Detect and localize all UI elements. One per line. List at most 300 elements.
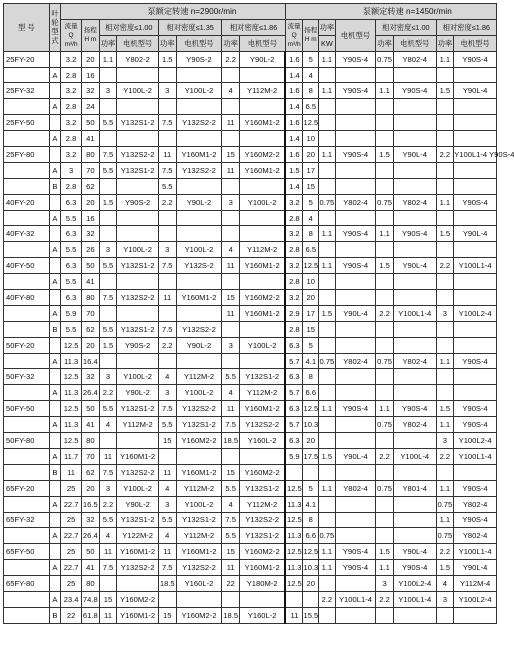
table-cell: Y100L-4: [393, 448, 436, 464]
table-cell: 70: [81, 448, 99, 464]
header-motor: 电机型号: [335, 19, 376, 51]
table-cell: [117, 67, 159, 83]
table-cell: [222, 99, 240, 115]
table-cell: [240, 131, 286, 147]
table-cell: Y90S-4: [335, 401, 376, 417]
table-cell: Y112M-2: [176, 369, 222, 385]
table-cell: 2.8: [285, 210, 303, 226]
impeller-cell: A: [49, 162, 60, 178]
table-cell: 26.4: [81, 528, 99, 544]
model-cell: [4, 305, 50, 321]
table-cell: 11: [158, 147, 176, 163]
table-cell: 16: [81, 210, 99, 226]
impeller-cell: A: [49, 305, 60, 321]
header-power: 功率: [222, 35, 240, 51]
table-row: [4, 258, 497, 274]
header-power: 功率: [99, 35, 117, 51]
table-cell: 2.2: [436, 448, 454, 464]
table-row: [4, 210, 497, 226]
table-cell: Y90S-4: [454, 512, 497, 528]
table-cell: 7.5: [222, 512, 240, 528]
impeller-cell: A: [49, 528, 60, 544]
table-cell: Y132S2-2: [176, 321, 222, 337]
table-cell: Y180M-2: [240, 576, 286, 592]
table-cell: [222, 321, 240, 337]
table-cell: [176, 99, 222, 115]
table-cell: 7.5: [99, 464, 117, 480]
table-row: [4, 99, 497, 115]
table-cell: 7.5: [158, 401, 176, 417]
table-cell: 1.1: [436, 194, 454, 210]
table-cell: 0.75: [436, 496, 454, 512]
table-cell: 41: [81, 560, 99, 576]
table-row: [4, 464, 497, 480]
table-cell: [335, 337, 376, 353]
table-cell: Y802-4: [454, 528, 497, 544]
table-cell: 1.5: [436, 83, 454, 99]
table-cell: [158, 274, 176, 290]
table-cell: 20: [81, 194, 99, 210]
table-cell: 15: [303, 178, 319, 194]
header-motor: 电机型号: [454, 35, 497, 51]
table-cell: [454, 131, 497, 147]
table-cell: Y132S1-2: [176, 417, 222, 433]
table-cell: 6.6: [303, 528, 319, 544]
table-cell: 5: [303, 480, 319, 496]
table-cell: 7.5: [158, 321, 176, 337]
table-row: [4, 385, 497, 401]
table-cell: [222, 591, 240, 607]
table-cell: Y90S-4: [454, 194, 497, 210]
table-cell: Y90L-2: [176, 337, 222, 353]
table-cell: 2.2: [376, 591, 394, 607]
table-cell: Y90S-4: [454, 401, 497, 417]
table-cell: [222, 226, 240, 242]
model-cell: [4, 417, 50, 433]
table-cell: 20: [303, 576, 319, 592]
table-cell: 4: [99, 417, 117, 433]
table-cell: 11.3: [285, 528, 303, 544]
table-row: [4, 321, 497, 337]
table-cell: [376, 512, 394, 528]
table-cell: 15: [222, 290, 240, 306]
table-cell: Y802-4: [393, 194, 436, 210]
table-cell: 5.5: [61, 321, 82, 337]
table-cell: 5.5: [158, 417, 176, 433]
table-cell: Y112M-2: [240, 496, 286, 512]
table-cell: Y802-4: [393, 417, 436, 433]
table-cell: Y90L-4: [454, 83, 497, 99]
table-cell: Y160M1-2: [240, 162, 286, 178]
table-cell: 50: [81, 544, 99, 560]
table-cell: 22.7: [61, 560, 82, 576]
impeller-cell: [49, 115, 60, 131]
table-cell: 5.5: [222, 369, 240, 385]
model-cell: [4, 560, 50, 576]
table-cell: Y132S2-2: [117, 560, 159, 576]
table-cell: 2.2: [436, 147, 454, 163]
table-cell: [319, 496, 336, 512]
header-motor: 电机型号: [176, 35, 222, 51]
table-cell: [240, 178, 286, 194]
impeller-cell: [49, 576, 60, 592]
model-cell: 65FY-20: [4, 480, 50, 496]
table-cell: Y100L2-4: [454, 433, 497, 449]
pump-spec-table-wrapper: [3, 3, 514, 658]
table-cell: Y90S-2: [117, 337, 159, 353]
table-cell: 3.2: [61, 115, 82, 131]
table-cell: 5.5: [99, 401, 117, 417]
table-row: [4, 433, 497, 449]
table-cell: [393, 290, 436, 306]
model-cell: 25FY-50: [4, 115, 50, 131]
model-cell: 25FY-20: [4, 51, 50, 67]
table-cell: Y100L-2: [117, 480, 159, 496]
table-cell: Y160L-2: [240, 433, 286, 449]
table-cell: 5.5: [222, 528, 240, 544]
table-cell: 24: [81, 99, 99, 115]
table-cell: [393, 99, 436, 115]
table-cell: Y160M1-2: [117, 544, 159, 560]
table-cell: Y90L-4: [393, 147, 436, 163]
table-cell: [454, 115, 497, 131]
table-cell: Y90L-2: [117, 385, 159, 401]
table-cell: [393, 162, 436, 178]
header-power: 功率: [436, 35, 454, 51]
table-cell: 3.2: [285, 290, 303, 306]
table-cell: Y132S2-2: [176, 560, 222, 576]
model-cell: [4, 321, 50, 337]
table-cell: 7.5: [222, 417, 240, 433]
table-row: [4, 51, 497, 67]
table-row: [4, 115, 497, 131]
table-cell: 25: [61, 480, 82, 496]
table-cell: [117, 274, 159, 290]
table-cell: Y132S2-2: [117, 464, 159, 480]
table-cell: 6.6: [303, 385, 319, 401]
table-cell: [335, 496, 376, 512]
table-cell: [393, 242, 436, 258]
table-cell: Y160M1-2: [240, 401, 286, 417]
table-cell: [158, 353, 176, 369]
table-cell: 41: [81, 417, 99, 433]
table-cell: [376, 99, 394, 115]
table-cell: 3: [222, 194, 240, 210]
table-cell: Y160L-2: [240, 607, 286, 623]
table-cell: 11.3: [61, 385, 82, 401]
table-cell: Y802-4: [393, 353, 436, 369]
table-cell: 3.2: [285, 194, 303, 210]
table-cell: [319, 178, 336, 194]
table-cell: [393, 210, 436, 226]
table-cell: Y90S-2: [117, 194, 159, 210]
table-cell: [436, 337, 454, 353]
table-cell: 3: [158, 83, 176, 99]
table-cell: 3: [99, 83, 117, 99]
table-cell: [376, 369, 394, 385]
table-cell: Y90L-2: [117, 496, 159, 512]
table-cell: Y100L-2: [240, 194, 286, 210]
table-cell: [393, 512, 436, 528]
table-cell: 70: [81, 162, 99, 178]
table-cell: 3.2: [61, 83, 82, 99]
table-cell: [393, 178, 436, 194]
table-cell: [319, 290, 336, 306]
model-cell: 40FY-50: [4, 258, 50, 274]
table-cell: 10: [303, 131, 319, 147]
impeller-cell: [49, 147, 60, 163]
impeller-cell: [49, 401, 60, 417]
table-cell: [99, 131, 117, 147]
table-cell: Y112M-4: [454, 576, 497, 592]
table-cell: [176, 305, 222, 321]
header-motor: 电机型号: [117, 35, 159, 51]
table-cell: 4.1: [303, 496, 319, 512]
table-cell: 0.75: [376, 480, 394, 496]
table-cell: [393, 464, 436, 480]
impeller-cell: A: [49, 274, 60, 290]
table-cell: [158, 131, 176, 147]
table-cell: 18.5: [158, 576, 176, 592]
table-cell: 2.2: [158, 194, 176, 210]
table-cell: Y90S-4: [335, 51, 376, 67]
table-cell: [319, 607, 336, 623]
table-cell: Y132S-2: [176, 258, 222, 274]
table-cell: 4: [158, 480, 176, 496]
table-cell: Y100L1-4: [393, 305, 436, 321]
table-cell: 12.5: [61, 337, 82, 353]
table-cell: [99, 67, 117, 83]
table-cell: [285, 464, 303, 480]
table-cell: 2.2: [319, 591, 336, 607]
model-cell: [4, 67, 50, 83]
table-cell: 41: [81, 131, 99, 147]
table-cell: 1.5: [158, 51, 176, 67]
table-cell: [176, 131, 222, 147]
header-density-186-1450: 相对密度≤1.86: [436, 19, 496, 35]
table-cell: 7.5: [99, 560, 117, 576]
table-cell: 23.4: [61, 591, 82, 607]
table-cell: [376, 337, 394, 353]
table-cell: 8: [303, 226, 319, 242]
table-cell: Y160M2-2: [240, 544, 286, 560]
impeller-cell: [49, 480, 60, 496]
table-cell: [240, 274, 286, 290]
table-cell: [319, 337, 336, 353]
table-cell: 12.5: [285, 480, 303, 496]
table-cell: Y100L1-4: [454, 258, 497, 274]
table-cell: 12.5: [303, 544, 319, 560]
table-cell: 6.3: [61, 290, 82, 306]
table-cell: [176, 210, 222, 226]
table-cell: [393, 67, 436, 83]
table-row: [4, 162, 497, 178]
table-cell: 10: [303, 274, 319, 290]
table-cell: Y100L-2: [176, 242, 222, 258]
table-cell: 3: [436, 591, 454, 607]
table-cell: 62: [81, 321, 99, 337]
table-cell: Y100L-2: [117, 369, 159, 385]
table-cell: 26: [81, 242, 99, 258]
table-cell: 20: [303, 433, 319, 449]
table-cell: 4.1: [303, 353, 319, 369]
table-cell: [376, 321, 394, 337]
table-row: [4, 576, 497, 592]
table-cell: 32: [81, 369, 99, 385]
table-cell: [222, 131, 240, 147]
table-cell: 17: [303, 305, 319, 321]
table-cell: [335, 274, 376, 290]
table-cell: Y160M2-2: [176, 607, 222, 623]
table-cell: Y132S2-2: [176, 115, 222, 131]
table-cell: [319, 67, 336, 83]
table-cell: 12.5: [285, 512, 303, 528]
table-cell: 5: [303, 194, 319, 210]
table-cell: Y90S-4: [454, 353, 497, 369]
table-cell: 62: [81, 464, 99, 480]
table-cell: 1.1: [376, 83, 394, 99]
table-cell: 3: [61, 162, 82, 178]
table-cell: 7.5: [158, 258, 176, 274]
table-cell: 50: [81, 258, 99, 274]
impeller-cell: B: [49, 464, 60, 480]
table-cell: 11.7: [61, 448, 82, 464]
table-cell: [376, 210, 394, 226]
table-cell: 4: [436, 576, 454, 592]
table-cell: [454, 162, 497, 178]
table-cell: [393, 337, 436, 353]
table-cell: 2.8: [61, 67, 82, 83]
table-cell: 3: [99, 480, 117, 496]
table-cell: 1.1: [319, 480, 336, 496]
table-cell: 1.4: [285, 99, 303, 115]
table-cell: 15: [222, 464, 240, 480]
table-cell: 1.5: [376, 258, 394, 274]
table-cell: Y132S1-2: [117, 258, 159, 274]
table-cell: [117, 210, 159, 226]
table-cell: [335, 162, 376, 178]
table-cell: 7.5: [158, 560, 176, 576]
table-cell: 4: [222, 83, 240, 99]
table-cell: 22.7: [61, 496, 82, 512]
table-cell: [436, 178, 454, 194]
table-cell: [158, 305, 176, 321]
table-cell: 1.5: [436, 401, 454, 417]
model-cell: [4, 178, 50, 194]
table-cell: [454, 369, 497, 385]
table-cell: [319, 99, 336, 115]
table-cell: [335, 178, 376, 194]
table-cell: 1.1: [436, 51, 454, 67]
model-cell: [4, 162, 50, 178]
header-power: 功率: [158, 35, 176, 51]
table-row: [4, 448, 497, 464]
table-cell: [222, 210, 240, 226]
table-cell: [376, 67, 394, 83]
table-cell: 11: [99, 544, 117, 560]
table-cell: 17.5: [303, 448, 319, 464]
table-row: [4, 591, 497, 607]
table-cell: Y802-4: [454, 496, 497, 512]
table-cell: 8: [303, 512, 319, 528]
table-cell: 6.5: [303, 99, 319, 115]
impeller-cell: A: [49, 242, 60, 258]
table-cell: Y122M-2: [117, 528, 159, 544]
impeller-cell: A: [49, 99, 60, 115]
table-cell: 11: [99, 607, 117, 623]
table-cell: 6.3: [285, 401, 303, 417]
table-cell: Y802-2: [117, 51, 159, 67]
table-cell: [319, 512, 336, 528]
table-cell: Y100L-2: [176, 83, 222, 99]
table-cell: 2.8: [61, 131, 82, 147]
table-cell: [335, 67, 376, 83]
table-cell: Y112M-2: [240, 83, 286, 99]
table-cell: 1.4: [285, 178, 303, 194]
table-cell: [176, 591, 222, 607]
table-cell: 3: [436, 305, 454, 321]
table-cell: Y132S1-2: [176, 512, 222, 528]
table-row: [4, 290, 497, 306]
table-cell: [176, 178, 222, 194]
impeller-cell: B: [49, 607, 60, 623]
table-cell: 1.1: [99, 51, 117, 67]
table-cell: 5: [303, 337, 319, 353]
table-cell: Y100L2-4: [454, 305, 497, 321]
table-cell: [393, 528, 436, 544]
model-cell: 50FY-50: [4, 401, 50, 417]
table-cell: 11: [158, 544, 176, 560]
table-cell: 15: [222, 147, 240, 163]
table-cell: 25: [61, 576, 82, 592]
table-cell: [176, 67, 222, 83]
table-cell: 16.5: [81, 496, 99, 512]
table-cell: Y112M-2: [240, 242, 286, 258]
model-cell: [4, 131, 50, 147]
table-cell: [222, 178, 240, 194]
table-cell: 11.3: [285, 560, 303, 576]
table-cell: Y100L-2: [176, 385, 222, 401]
table-cell: 20: [81, 51, 99, 67]
impeller-cell: [49, 194, 60, 210]
model-cell: [4, 353, 50, 369]
table-cell: [454, 337, 497, 353]
table-cell: 1.1: [319, 83, 336, 99]
table-cell: 5.9: [61, 305, 82, 321]
table-cell: 16: [81, 67, 99, 83]
table-cell: [319, 131, 336, 147]
table-cell: 11: [222, 162, 240, 178]
table-cell: [376, 274, 394, 290]
table-cell: Y90L-4: [335, 448, 376, 464]
table-cell: 15: [158, 607, 176, 623]
table-cell: 12.5: [303, 401, 319, 417]
table-cell: 7.5: [99, 290, 117, 306]
table-cell: 2.2: [99, 385, 117, 401]
table-cell: Y112M-2: [176, 480, 222, 496]
model-cell: [4, 496, 50, 512]
table-cell: Y801-4: [393, 480, 436, 496]
table-cell: [117, 178, 159, 194]
table-cell: Y802-4: [335, 194, 376, 210]
header-power: 功率: [319, 19, 336, 35]
table-cell: 15: [158, 433, 176, 449]
table-cell: [319, 576, 336, 592]
table-cell: [99, 576, 117, 592]
table-cell: 1.6: [285, 83, 303, 99]
table-cell: [376, 496, 394, 512]
table-cell: 1.1: [319, 51, 336, 67]
